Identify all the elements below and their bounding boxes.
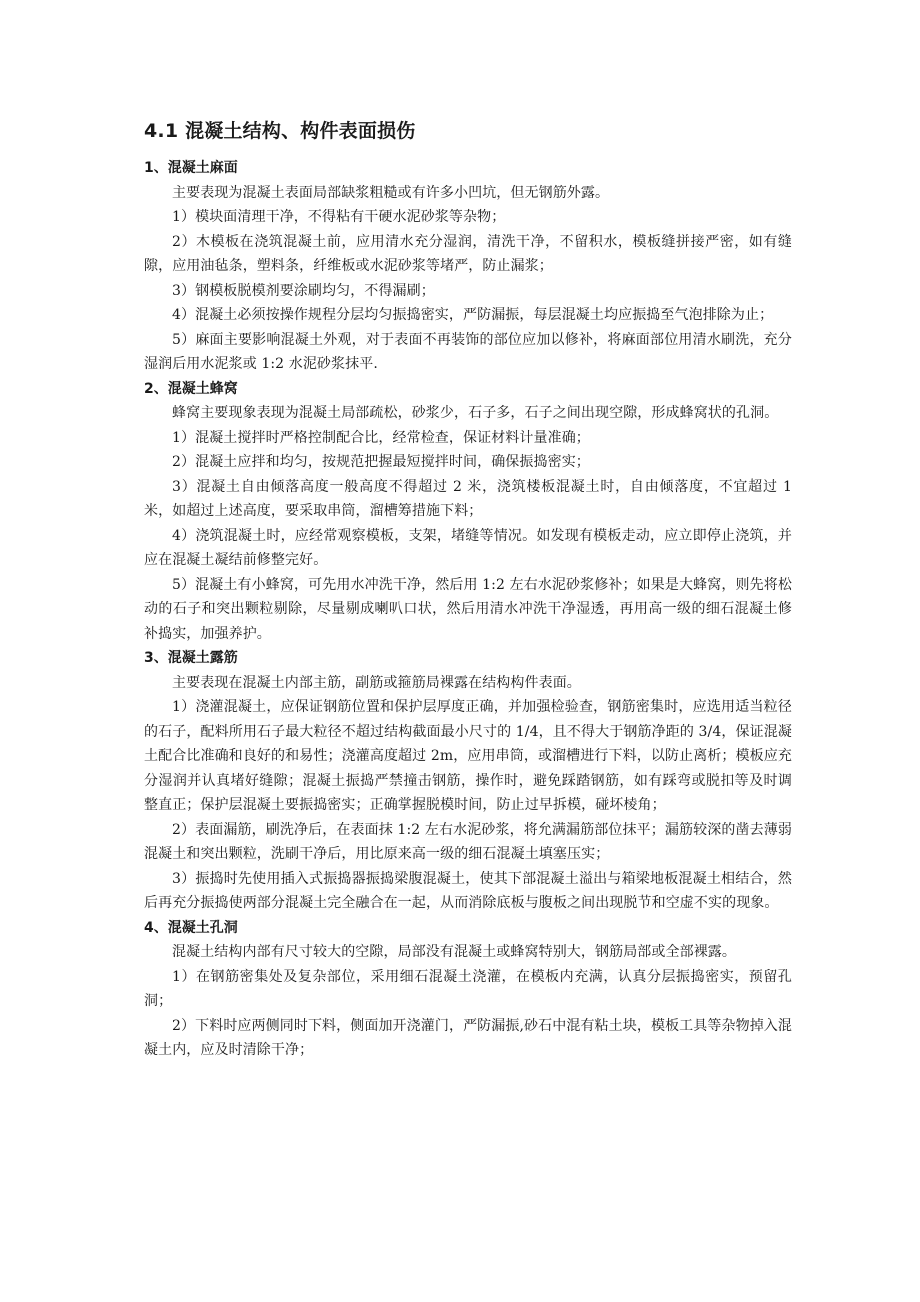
paragraph: 2）混凝土应拌和均匀，按规范把握最短搅拌时间，确保振捣密实；: [172, 454, 590, 470]
paragraph: 2）木模板在浇筑混凝土前，应用清水充分湿润，清洗干净，不留积水，模板缝拼接严密，如有缝隙，应用油毡条，塑料条，纤维板或水泥砂浆等堵严，防止漏浆；: [144, 233, 792, 274]
paragraph: 2）表面漏筋，刷洗净后，在表面抹 1:2 左右水泥砂浆，将允满漏筋部位抹平；漏筋较深的凿去薄弱混凝土和突出颗粒，洗刷干净后，用比原来高一级的细石混凝土填塞压实；: [144, 821, 792, 862]
paragraph: 主要表现为混凝土表面局部缺浆粗糙或有许多小凹坑，但无钢筋外露。: [172, 184, 610, 201]
paragraph: 5）麻面主要影响混凝土外观，对于表面不再装饰的部位应加以修补，将麻面部位用清水刷洗，充分湿润后用水泥浆或 1:2 水泥砂浆抹平.: [144, 331, 792, 372]
section: [144, 156, 792, 377]
paragraph: 5）混凝土有小蜂窝，可先用水冲洗干净，然后用 1:2 左右水泥砂浆修补；如果是大蜂窝，则先将松动的石子和突出颗粒剔除，尽量剔成喇叭口状，然后用清水冲洗干净湿透，再用高一级的细石混凝土修补捣实，加强养护。: [144, 576, 792, 642]
document-title: 4.1 混凝土结构、构件表面损伤: [144, 120, 416, 142]
section-heading: 3、混凝土露筋: [144, 650, 238, 666]
paragraph: 4）混凝土必须按操作规程分层均匀振捣密实，严防漏振，每层混凝土均应振捣至气泡排除为止；: [172, 307, 774, 323]
sections-container: [144, 156, 792, 1063]
paragraph: 3）振捣时先使用插入式振捣器振捣梁腹混凝土，使其下部混凝土溢出与箱梁地板混凝土相结合，然后再充分振捣使两部分混凝土完全融合在一起，从而消除底板与腹板之间出现脱节和空虚不实的现象。: [144, 870, 792, 911]
paragraph: 1）模块面清理干净，不得粘有干硬水泥砂浆等杂物；: [172, 209, 506, 225]
paragraph: 3）混凝土自由倾落高度一般高度不得超过 2 米，浇筑楼板混凝土时，自由倾落度，不宜超过 1 米，如超过上述高度，要采取串筒，溜槽筹措施下料；: [144, 478, 792, 519]
section: [144, 646, 792, 916]
paragraph: 1）浇灌混凝土，应保证钢筋位置和保护层厚度正确，并加强检验查，钢筋密集时，应选用适当粒径的石子，配料所用石子最大粒径不超过结构截面最小尺寸的 1/4，且不得大于钢筋净距的 3/4，保证混凝土配合比准确和良好的和易性；浇灌高度超过 2m，应用串筒，或溜槽进行下料，以防止离析；模板应充分湿润并认真堵好缝隙；混凝土振捣严禁撞击钢筋，操作时，避免踩踏钢筋，如有踩弯或脱扣等及时调整直正；保护层混凝土要振捣密实；正确掌握脱模时间，防止过早拆模，碰坏棱角；: [144, 699, 792, 813]
paragraph: 1）在钢筋密集处及复杂部位，采用细石混凝土浇灌，在模板内充满，认真分层振捣密实，预留孔洞；: [144, 968, 792, 1009]
section-heading: 4、混凝土孔洞: [144, 919, 238, 936]
paragraph: 2）下料时应两侧同时下料，侧面加开浇灌门，严防漏振,砂石中混有粘土块，模板工具等杂物掉入混凝土内，应及时清除干净；: [144, 1017, 792, 1058]
paragraph: 4）浇筑混凝土时，应经常观察模板，支架，堵缝等情况。如发现有模板走动，应立即停止浇筑，并应在混凝土凝结前修整完好。: [144, 527, 792, 568]
paragraph: 1）混凝土搅拌时严格控制配合比，经常检查，保证材料计量准确；: [172, 429, 590, 446]
paragraph: 主要表现在混凝土内部主筋，副筋或箍筋局裸露在结构构件表面。: [172, 674, 581, 691]
section-heading: 2、混凝土蜂窝: [144, 380, 238, 397]
paragraph: 蜂窝主要现象表现为混凝土局部疏松，砂浆少，石子多，石子之间出现空隙，形成蜂窝状的孔洞。: [172, 405, 779, 421]
document-page: [144, 118, 792, 1063]
section: [144, 916, 792, 1063]
section: [144, 377, 792, 647]
paragraph: 3）钢模板脱模剂要涂刷均匀，不得漏刷；: [172, 282, 435, 299]
paragraph: 混凝土结构内部有尺寸较大的空隙，局部没有混凝土或蜂窝特别大，钢筋局部或全部裸露。: [172, 944, 736, 960]
section-heading: 1、混凝土麻面: [144, 160, 238, 176]
